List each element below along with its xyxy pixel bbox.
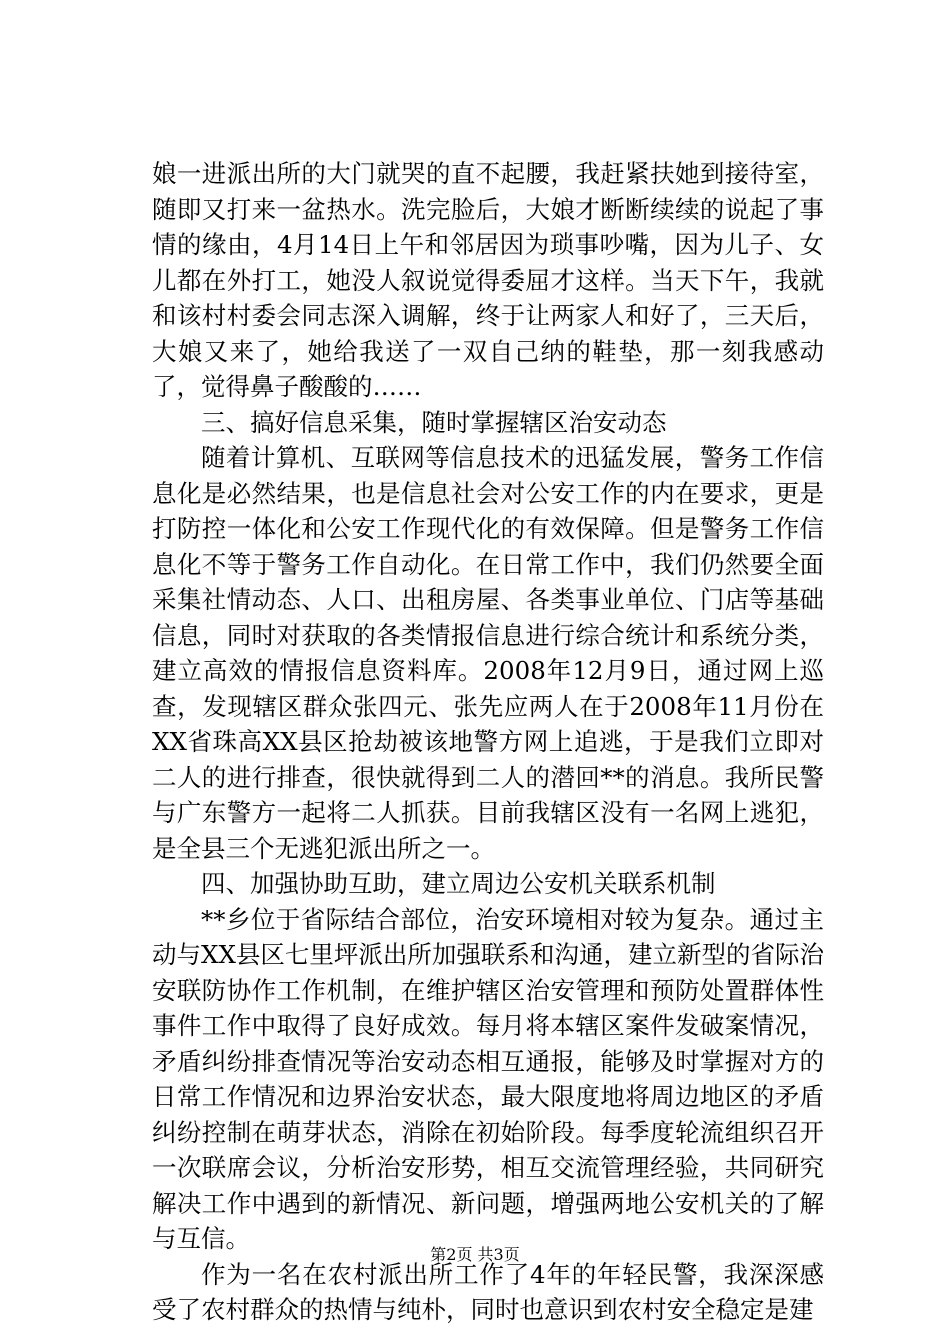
section-heading-cooperation: 四、加强协助互助，建立周边公安机关联系机制 [201, 869, 716, 898]
document-body [152, 156, 824, 1328]
page-number-footer: 第2页 共3页 [430, 1245, 520, 1264]
paragraph-cooperation: **乡位于省际结合部位，治安环境相对较为复杂。通过主动与XX县区七里坪派出所加强联系和沟通，建立新型的省际治安联防协作工作机制，在维护辖区治安管理和预防处置群体性事件工作中取得了良好成效。每月将本辖区案件发破案情况，矛盾纠纷排查情况等治安动态相互通报，能够及时掌握对方的日常工作情况和边界治安状态，最大限度地将周边地区的矛盾纠纷控制在萌芽状态，消除在初始阶段。每季度轮流组织召开一次联席会议，分析治安形势，相互交流管理经验，共同研究解决工作中遇到的新情况、新问题，增强两地公安机关的了解与互信。 [152, 904, 824, 1253]
paragraph-conclusion-start: 作为一名在农村派出所工作了4年的年轻民警，我深深感受了农村群众的热情与纯朴，同时也意识到农村安全稳定是建 [152, 1259, 824, 1324]
paragraph-info-collection: 随着计算机、互联网等信息技术的迅猛发展，警务工作信息化是必然结果，也是信息社会对公安工作的内在要求，更是打防控一体化和公安工作现代化的有效保障。但是警务工作信息化不等于警务工作自动化。在日常工作中，我们仍然要全面采集社情动态、人口、出租房屋、各类事业单位、门店等基础信息，同时对获取的各类情报信息进行综合统计和系统分类，建立高效的情报信息资料库。2008年12月9日，通过网上巡查，发现辖区群众张四元、张先应两人在于2008年11月份在XX省珠高XX县区抢劫被该地警方网上追逃，于是我们立即对二人的进行排查，很快就得到二人的潜回**的消息。我所民警与广东警方一起将二人抓获。目前我辖区没有一名网上逃犯，是全县三个无逃犯派出所之一。 [152, 443, 824, 863]
section-heading-info-collection: 三、搞好信息采集，随时掌握辖区治安动态 [201, 407, 667, 437]
paragraph-story-continuation: 娘一进派出所的大门就哭的直不起腰，我赶紧扶她到接待室，随即又打来一盆热水。洗完脸后，大娘才断断续续的说起了事情的缘由，4月14日上午和邻居因为琐事吵嘴，因为儿子、女儿都在外打工，她没人叙说觉得委屈才这样。当天下午，我就和该村村委会同志深入调解，终于让两家人和好了，三天后，大娘又来了，她给我送了一双自己纳的鞋垫，那一刻我感动了，觉得鼻子酸酸的…… [152, 159, 824, 401]
